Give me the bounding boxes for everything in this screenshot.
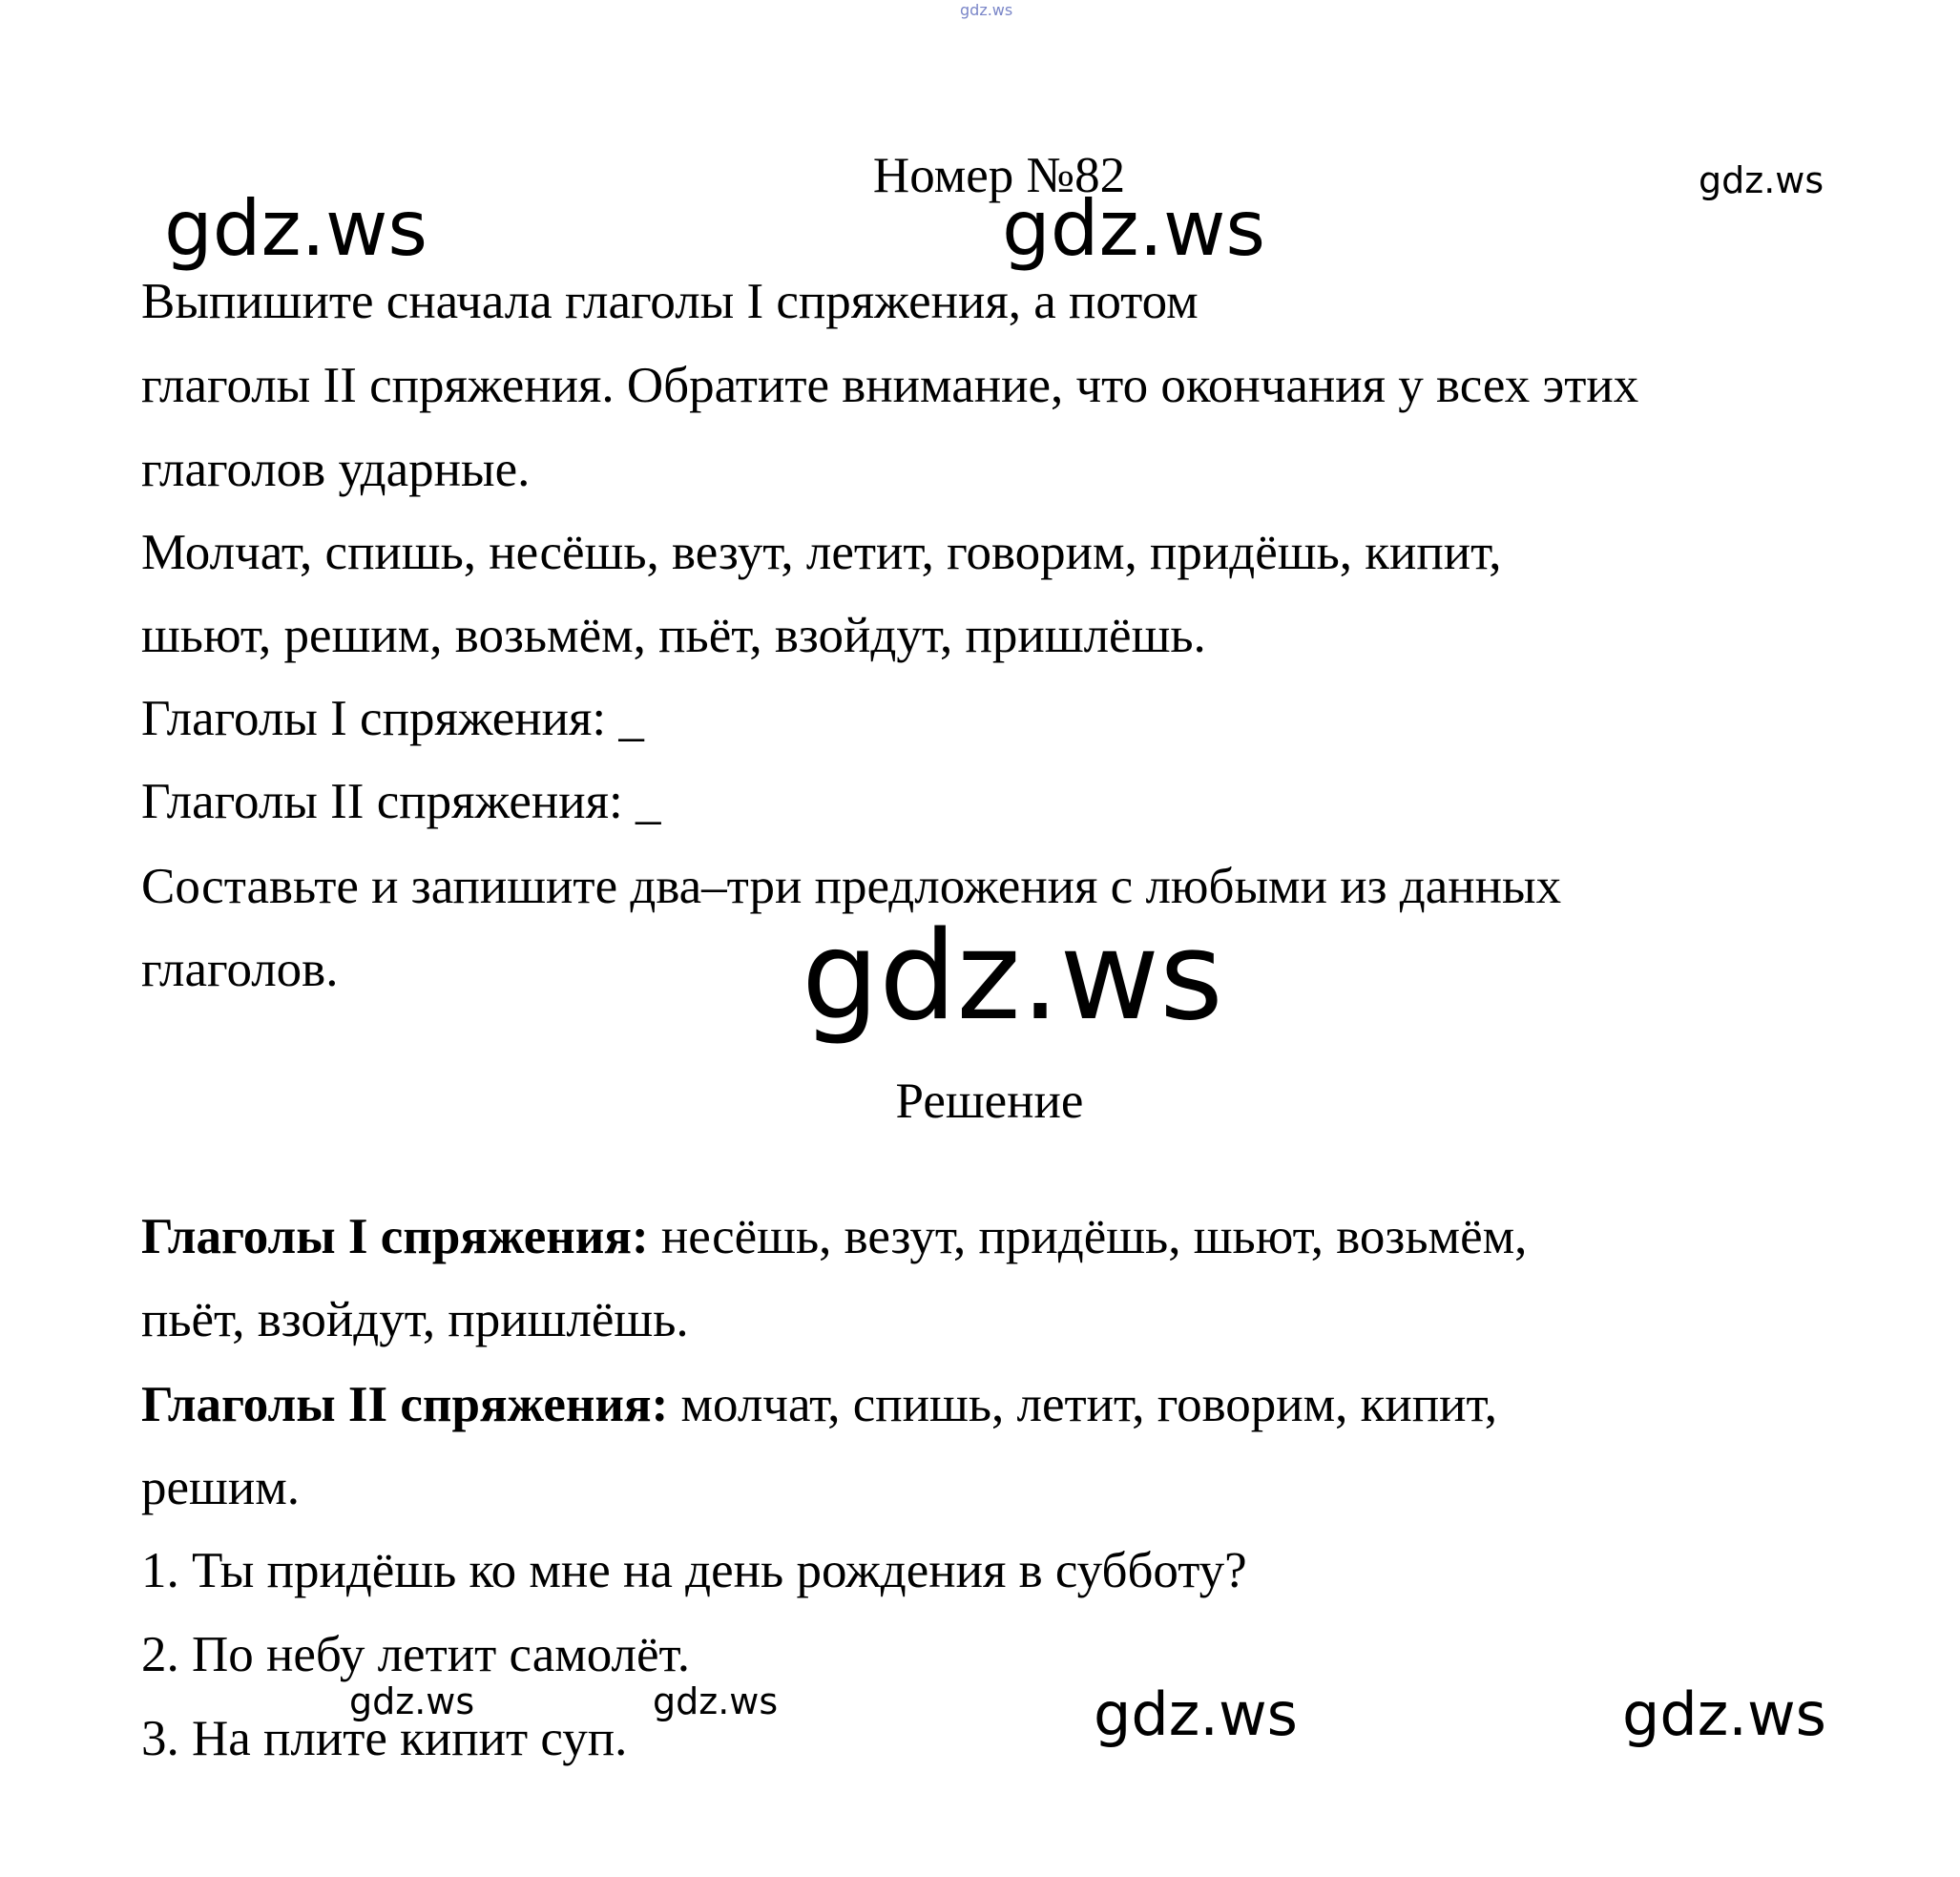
watermark-bottom-mid: gdz.ws: [1094, 1679, 1298, 1749]
watermark-left-large: gdz.ws: [164, 184, 428, 273]
task-line: глаголов.: [141, 942, 339, 997]
watermark-bottom-right: gdz.ws: [1622, 1679, 1826, 1749]
task-line: Глаголы II спряжения: _: [141, 774, 661, 829]
sentence-item: 3. На плите кипит суп.: [141, 1711, 628, 1766]
task-line: глаголов ударные.: [141, 442, 531, 497]
task-line: Выпишите сначала глаголы I спряжения, а потом: [141, 274, 1199, 329]
conj1-label: Глаголы I спряжения:: [141, 1209, 649, 1264]
sentence-item: 2. По небу летит самолёт.: [141, 1627, 690, 1682]
conj2-label: Глаголы II спряжения:: [141, 1377, 669, 1432]
conj2-text: молчат, спишь, летит, говорим, кипит,: [668, 1377, 1497, 1432]
watermark-bottom-small-1: gdz.ws: [349, 1680, 475, 1722]
conj1-line: [141, 1209, 1528, 1264]
task-line: глаголы II спряжения. Обратите внимание, что окончания у всех этих: [141, 358, 1639, 413]
task-line: Глаголы I спряжения: _: [141, 691, 644, 746]
conj1-text: несёшь, везут, придёшь, шьют, возьмём,: [648, 1209, 1528, 1264]
conj1-cont: пьёт, взойдут, пришлёшь.: [141, 1292, 689, 1347]
watermark-center-large: gdz.ws: [1002, 184, 1266, 273]
conj2-line: [141, 1377, 1497, 1432]
watermark-bottom-small-2: gdz.ws: [653, 1680, 779, 1722]
sentence-item: 1. Ты придёшь ко мне на день рождения в субботу?: [141, 1543, 1247, 1598]
task-line: Составьте и запишите два–три предложения с любыми из данных: [141, 859, 1562, 914]
task-line: Молчат, спишь, несёшь, везут, летит, говорим, придёшь, кипит,: [141, 525, 1502, 580]
task-line: шьют, решим, возьмём, пьёт, взойдут, пришлёшь.: [141, 608, 1206, 663]
watermark-top-small: gdz.ws: [960, 1, 1013, 19]
watermark-top-right: gdz.ws: [1699, 159, 1824, 201]
conj2-cont: решим.: [141, 1460, 300, 1515]
page-title: Номер №82: [872, 148, 1126, 203]
watermark-middle-huge: gdz.ws: [802, 906, 1223, 1048]
solution-heading: Решение: [895, 1074, 1084, 1129]
